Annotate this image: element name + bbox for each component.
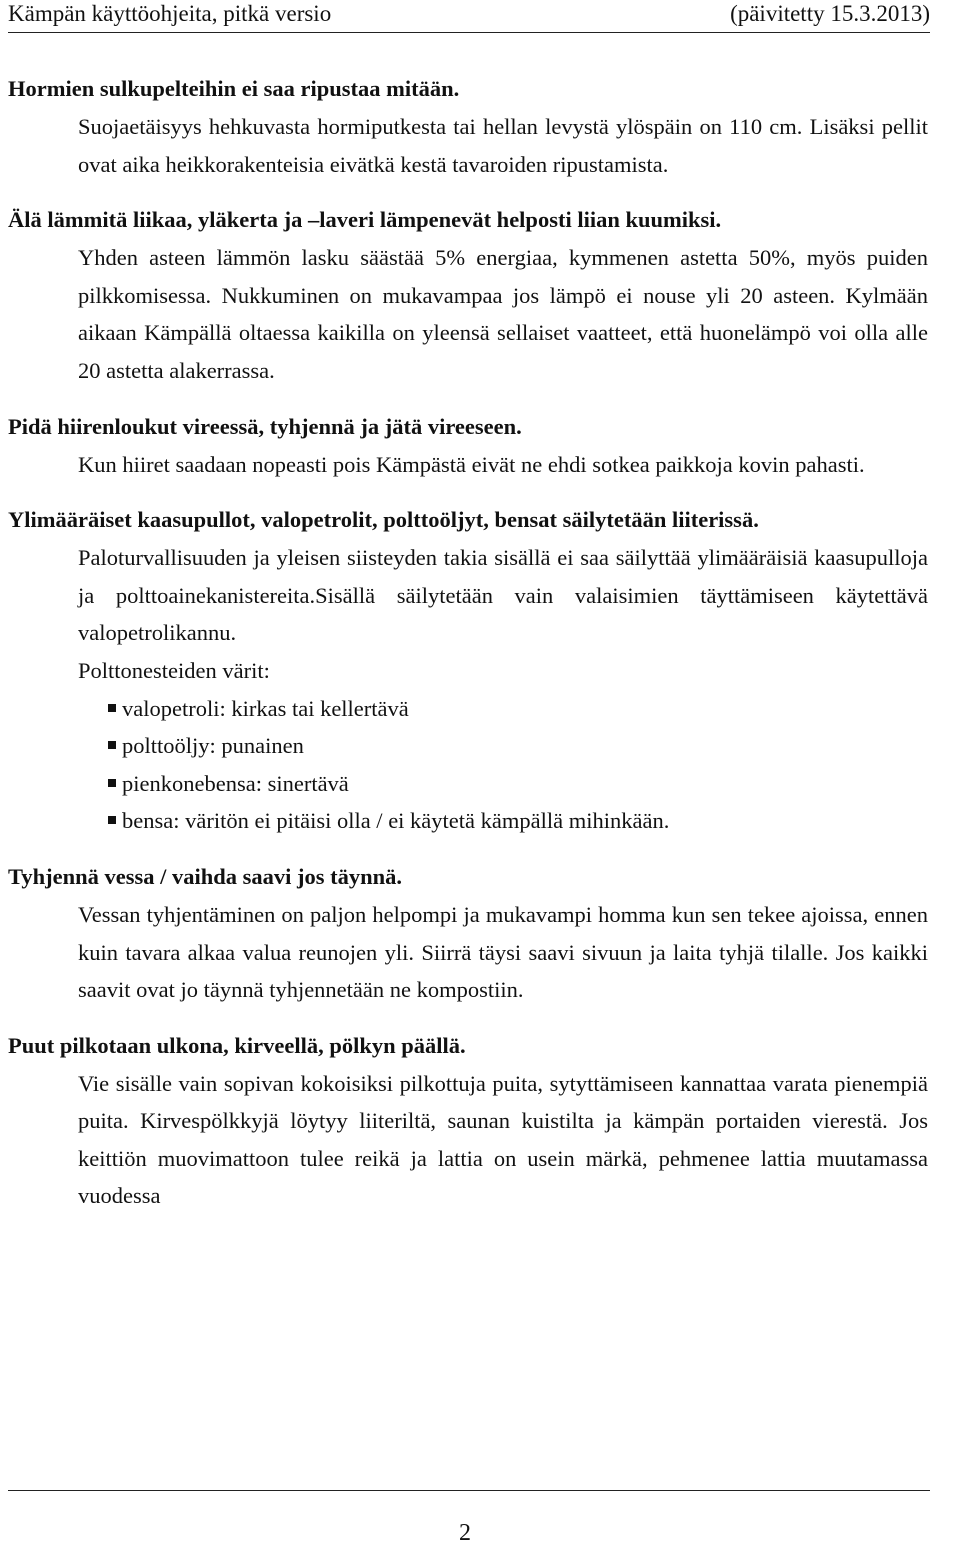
fuel-colors-list <box>118 690 928 840</box>
document-body <box>8 70 928 1215</box>
section-heading: Tyhjennä vessa / vaihda saavi jos täynnä. <box>8 863 403 889</box>
section-chimney <box>8 70 928 183</box>
list-item: bensa: väritön ei pitäisi olla / ei käytetä kämpällä mihinkään. <box>118 802 928 840</box>
section-heading: Ylimääräiset kaasupullot, valopetrolit, polttoöljyt, bensat säilytetään liiterissä. <box>8 507 759 533</box>
section-toilet <box>8 858 928 1009</box>
square-bullet-icon <box>108 704 116 712</box>
square-bullet-icon <box>108 741 116 749</box>
section-text: Vessan tyhjentäminen on paljon helpompi ja mukavampi homma kun sen tekee ajoissa, ennen kuin tavara alkaa valua reunojen yli. Siirrä täysi saavi sivuun ja laita tyhjä tilalle. Jos kaikki saavit ovat jo täynnä tyhjennetään ne kompostiin. <box>78 901 928 1003</box>
fuel-colors-subheading: Polttonesteiden värit: <box>78 657 270 683</box>
section-heading: Hormien sulkupelteihin ei saa ripustaa mitään. <box>8 76 460 101</box>
section-heading: Pidä hiirenloukut vireessä, tyhjennä ja jätä vireeseen. <box>8 413 522 439</box>
square-bullet-icon <box>108 779 116 787</box>
section-mousetraps <box>8 408 928 484</box>
section-text: Kun hiiret saadaan nopeasti pois Kämpästä eivät ne ehdi sotkea paikkoja kovin pahasti. <box>78 451 865 477</box>
section-fuel-storage <box>8 501 928 840</box>
section-heading: Älä lämmitä liikaa, yläkerta ja –laveri lämpenevät helposti liian kuumiksi. <box>8 207 722 233</box>
square-bullet-icon <box>108 816 116 824</box>
page-number: 2 <box>459 1520 471 1546</box>
footer-divider <box>8 1490 930 1491</box>
page-header <box>8 0 930 33</box>
section-heating <box>8 201 928 389</box>
section-text: Suojaetäisyys hehkuvasta hormiputkesta tai hellan levystä ylöspäin on 110 cm. Lisäksi pellit ovat aika heikkorakenteisia eivätkä kestä tavaroiden ripustamista. <box>78 114 928 177</box>
update-date: (päivitetty 15.3.2013) <box>730 1 930 26</box>
section-text: Yhden asteen lämmön lasku säästää 5% energiaa, kymmenen astetta 50%, myös puiden pilkkomisessa. Nukkuminen on mukavampaa jos lämpö ei nouse yli 20 asteen. Kylmään aikaan Kämpällä oltaessa kaikilla on yleensä sellaiset vaatteet, että huonelämpö voi olla alle 20 astetta alakerrassa. <box>78 245 928 383</box>
document-title: Kämpän käyttöohjeita, pitkä versio <box>8 1 332 26</box>
section-text: Paloturvallisuuden ja yleisen siisteyden takia sisällä ei saa säilyttää ylimääräisiä kaasupulloja ja polttoainekanistereita.Sisällä säilytetään vain valaisimien täyttämiseen käytettävä valopetrolikannu. <box>78 545 928 646</box>
list-item: pienkonebensa: sinertävä <box>118 765 928 803</box>
list-item: valopetroli: kirkas tai kellertävä <box>118 690 928 728</box>
section-text: Vie sisälle vain sopivan kokoisiksi pilkottuja puita, sytyttämiseen kannattaa varata pienempiä puita. Kirvespölkkyjä löytyy liiteriltä, saunan kuistilta ja kämpän portaiden vierestä. Jos keittiön muovimattoon tulee reikä ja lattia on usein märkä, pehmenee lattia muutamassa vuodessa <box>78 1070 928 1209</box>
list-item: polttoöljy: punainen <box>118 727 928 765</box>
section-heading: Puut pilkotaan ulkona, kirveellä, pölkyn päällä. <box>8 1032 466 1058</box>
section-firewood <box>8 1027 928 1215</box>
